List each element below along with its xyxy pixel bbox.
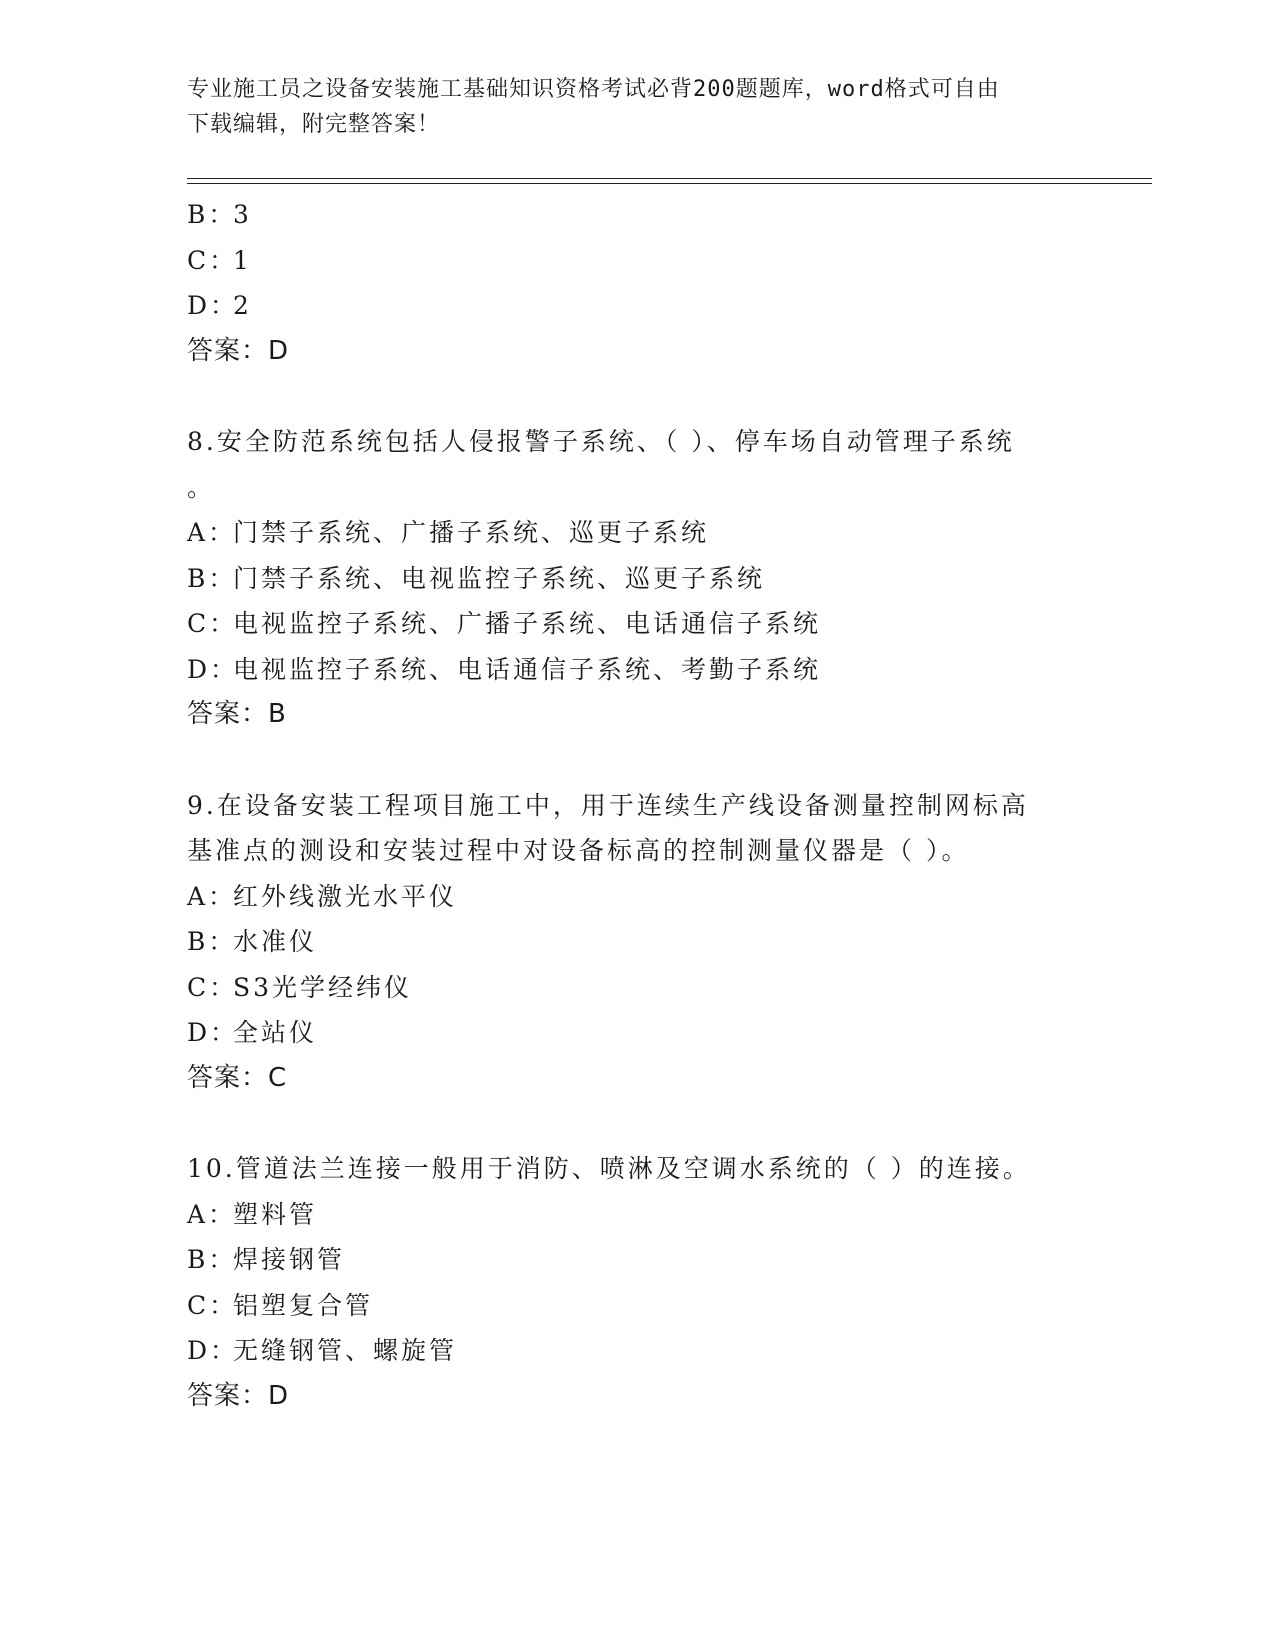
document-header [187,72,1087,142]
option-d [187,1010,1087,1056]
option-label: D： [187,1336,239,1365]
option-text: 塑料管 [233,1199,318,1229]
option-label: B： [187,563,237,593]
option-text: 红外线激光水平仪 [233,881,458,911]
question-text-line-2: 。 [187,472,216,502]
option-c [187,238,1087,284]
option-text: 2 [233,291,252,320]
spacer [187,374,1087,419]
option-d [187,647,1087,693]
option-d [187,283,1087,329]
question-text-line-1: 10.管道法兰连接一般用于消防、喷淋及空调水系统的（ ）的连接。 [187,1154,1031,1183]
option-text: 门禁子系统、广播子系统、巡更子系统 [233,518,710,547]
answer-line: 答案：D [187,1380,290,1411]
option-text: 全站仪 [233,1018,318,1047]
option-text: 焊接钢管 [233,1245,346,1274]
option-a [187,874,1087,920]
option-c [187,965,1087,1011]
option-label: A： [187,518,237,547]
question-text-line-1: 8.安全防范系统包括人侵报警子系统、（ ）、停车场自动管理子系统 [187,427,1015,456]
header-divider-bottom [187,183,1152,184]
option-text: 门禁子系统、电视监控子系统、巡更子系统 [233,563,766,593]
header-line-2: 下载编辑，附完整答案！ [187,112,441,137]
option-label: B： [187,1245,237,1274]
header-line-1: 专业施工员之设备安装施工基础知识资格考试必背200题题库，word格式可自由 [187,77,1000,102]
option-label: B： [187,927,237,956]
answer-line: 答案：C [187,1062,288,1093]
option-b [187,556,1087,602]
option-label: A： [187,1199,237,1229]
option-label: C： [187,609,238,638]
option-label: C： [187,1290,238,1320]
option-label: B： [187,200,237,229]
question-text-line-1: 9.在设备安装工程项目施工中，用于连续生产线设备测量控制网标高 [187,790,1029,820]
option-b [187,192,1087,238]
option-label: C： [187,972,238,1002]
option-label: D： [187,1018,239,1047]
question-8 [187,419,1087,738]
question-text-line-2: 基准点的测设和安装过程中对设备标高的控制测量仪器是（ ）。 [187,836,970,865]
option-a [187,510,1087,556]
option-text: S3光学经纬仪 [233,972,413,1002]
option-label: A： [187,881,237,911]
option-text: 3 [233,200,252,229]
option-text: 无缝钢管、螺旋管 [233,1336,458,1365]
option-label: D： [187,291,239,320]
option-text: 铝塑复合管 [233,1290,374,1320]
option-text: 电视监控子系统、电话通信子系统、考勤子系统 [233,654,822,684]
document-body [187,192,1087,1419]
option-text: 水准仪 [233,927,318,956]
option-label: C： [187,245,238,275]
question-7-continued [187,192,1087,374]
option-d [187,1328,1087,1374]
question-10 [187,1146,1087,1419]
header-divider-top [187,178,1152,179]
spacer [187,738,1087,783]
answer-line: 答案：D [187,335,290,366]
option-text: 1 [233,245,252,275]
option-a [187,1192,1087,1238]
option-c [187,1283,1087,1329]
option-b [187,919,1087,965]
question-9 [187,783,1087,1102]
answer-line: 答案：B [187,699,287,729]
option-b [187,1237,1087,1283]
option-label: D： [187,654,239,684]
option-text: 电视监控子系统、广播子系统、电话通信子系统 [233,609,822,638]
spacer [187,1101,1087,1146]
option-c [187,601,1087,647]
